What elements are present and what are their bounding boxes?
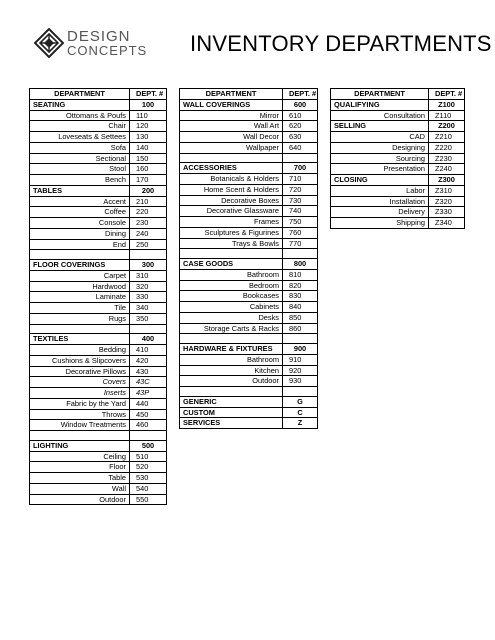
dept-number-cell: Z220 — [429, 142, 465, 153]
dept-number-cell: 730 — [283, 195, 318, 206]
department-cell: Carpet — [30, 270, 130, 281]
table-row — [180, 195, 318, 206]
table-row — [30, 313, 167, 324]
table-row — [331, 153, 465, 164]
table-row — [30, 409, 167, 420]
departments-table-2 — [179, 88, 318, 429]
dept-number-cell: 600 — [283, 99, 318, 110]
table-row — [180, 269, 318, 280]
dept-number-cell: C — [283, 407, 318, 418]
dept-number-cell — [283, 153, 318, 163]
dept-number-cell: Z100 — [429, 99, 465, 110]
table-row — [331, 185, 465, 196]
dept-number-cell: 220 — [130, 207, 167, 218]
table-row — [180, 227, 318, 238]
department-cell: Home Scent & Holders — [180, 184, 283, 195]
department-cell: Storage Carts & Racks — [180, 323, 283, 334]
department-cell: GENERIC — [180, 396, 283, 407]
department-cell: Wallpaper — [180, 142, 283, 153]
department-cell: Decorative Boxes — [180, 195, 283, 206]
dept-number-cell: 230 — [130, 218, 167, 229]
dept-number-header: DEPT. # — [130, 89, 167, 100]
table-row — [30, 292, 167, 303]
department-cell: Outdoor — [180, 376, 283, 387]
department-cell: Bathroom — [180, 269, 283, 280]
table-row — [180, 238, 318, 249]
dept-number-cell: Z230 — [429, 153, 465, 164]
table-row — [331, 164, 465, 175]
department-cell: Sectional — [30, 153, 130, 164]
department-cell: CUSTOM — [180, 407, 283, 418]
table-row — [180, 132, 318, 143]
dept-number-cell: G — [283, 396, 318, 407]
department-cell: Botanicals & Holders — [180, 174, 283, 185]
dept-number-cell: 320 — [130, 281, 167, 292]
department-cell: Window Treatments — [30, 420, 130, 431]
table-row — [30, 451, 167, 462]
dept-number-cell: 350 — [130, 313, 167, 324]
dept-number-cell: 830 — [283, 291, 318, 302]
dept-number-cell: Z310 — [429, 185, 465, 196]
table-row — [30, 270, 167, 281]
department-cell: SELLING — [331, 121, 429, 132]
table-row — [30, 207, 167, 218]
dept-number-cell: 510 — [130, 451, 167, 462]
department-header: DEPARTMENT — [180, 89, 283, 100]
dept-number-cell: 200 — [130, 185, 167, 196]
dept-number-cell: 310 — [130, 270, 167, 281]
table-header-row — [30, 89, 167, 100]
dept-number-cell: 170 — [130, 175, 167, 186]
department-cell: Loveseats & Settees — [30, 132, 130, 143]
dept-number-cell: 920 — [283, 365, 318, 376]
category-row — [180, 396, 318, 407]
department-cell: Frames — [180, 217, 283, 228]
dept-number-cell: Z — [283, 418, 318, 429]
table-row — [30, 473, 167, 484]
table-row — [180, 365, 318, 376]
dept-number-cell — [130, 324, 167, 334]
department-cell: CASE GOODS — [180, 259, 283, 270]
department-cell: Accent — [30, 196, 130, 207]
department-cell: CLOSING — [331, 175, 429, 186]
dept-number-cell: Z300 — [429, 175, 465, 186]
dept-number-cell: 420 — [130, 355, 167, 366]
category-row — [180, 344, 318, 355]
department-cell: Kitchen — [180, 365, 283, 376]
table-row — [30, 121, 167, 132]
department-cell: Bench — [30, 175, 130, 186]
dept-number-cell: 110 — [130, 110, 167, 121]
dept-number-cell: 500 — [130, 440, 167, 451]
department-cell: Ottomans & Poufs — [30, 110, 130, 121]
department-cell: Bathroom — [180, 354, 283, 365]
category-row — [331, 121, 465, 132]
dept-number-cell: 520 — [130, 462, 167, 473]
dept-number-cell: 810 — [283, 269, 318, 280]
dept-number-cell — [130, 250, 167, 260]
table-row — [331, 132, 465, 143]
department-cell: ACCESSORIES — [180, 163, 283, 174]
dept-number-cell: 760 — [283, 227, 318, 238]
dept-number-cell: 140 — [130, 142, 167, 153]
department-cell: SEATING — [30, 99, 130, 110]
table-row — [180, 206, 318, 217]
dept-number-header: DEPT. # — [429, 89, 465, 100]
department-cell: CAD — [331, 132, 429, 143]
department-cell — [30, 324, 130, 334]
department-cell: WALL COVERINGS — [180, 99, 283, 110]
table-row — [331, 218, 465, 229]
department-cell: Throws — [30, 409, 130, 420]
table-row — [180, 354, 318, 365]
dept-number-cell: 130 — [130, 132, 167, 143]
table-header-row — [331, 89, 465, 100]
dept-number-cell: 630 — [283, 132, 318, 143]
dept-number-cell: 620 — [283, 121, 318, 132]
department-cell: SERVICES — [180, 418, 283, 429]
table-row — [180, 110, 318, 121]
dept-number-cell: 160 — [130, 164, 167, 175]
table-row — [180, 312, 318, 323]
table-row — [331, 207, 465, 218]
table-row — [30, 483, 167, 494]
table-row — [30, 303, 167, 314]
dept-number-cell: 720 — [283, 184, 318, 195]
dept-number-cell: Z330 — [429, 207, 465, 218]
department-cell: TABLES — [30, 185, 130, 196]
dept-number-cell: 430 — [130, 366, 167, 377]
department-cell: Covers — [30, 377, 130, 388]
logo-word-design: DESIGN — [67, 28, 131, 45]
category-row — [180, 163, 318, 174]
department-cell: Chair — [30, 121, 130, 132]
dept-number-cell: 700 — [283, 163, 318, 174]
table-row — [30, 345, 167, 356]
table-row — [180, 302, 318, 313]
department-cell: FLOOR COVERINGS — [30, 260, 130, 271]
department-cell: Trays & Bowls — [180, 238, 283, 249]
table-row — [180, 174, 318, 185]
table-row — [30, 377, 167, 388]
dept-number-cell: 100 — [130, 99, 167, 110]
category-row — [180, 407, 318, 418]
dept-number-cell — [283, 249, 318, 259]
dept-number-cell: 340 — [130, 303, 167, 314]
department-cell: Sofa — [30, 142, 130, 153]
department-cell: Wall Decor — [180, 132, 283, 143]
table-row — [180, 121, 318, 132]
dept-number-cell: 740 — [283, 206, 318, 217]
department-cell: Sculptures & Figurines — [180, 227, 283, 238]
dept-number-cell: 43C — [130, 377, 167, 388]
blank-row — [30, 250, 167, 260]
department-cell: Labor — [331, 185, 429, 196]
dept-number-cell: Z240 — [429, 164, 465, 175]
department-cell: End — [30, 239, 130, 250]
dept-number-cell: 450 — [130, 409, 167, 420]
department-cell: Desks — [180, 312, 283, 323]
department-header: DEPARTMENT — [30, 89, 130, 100]
dept-number-cell: 640 — [283, 142, 318, 153]
table-row — [331, 142, 465, 153]
department-cell: Rugs — [30, 313, 130, 324]
department-cell: Decorative Pillows — [30, 366, 130, 377]
department-cell: Designing — [331, 142, 429, 153]
dept-number-cell: 43P — [130, 388, 167, 399]
department-cell: Installation — [331, 196, 429, 207]
category-row — [30, 185, 167, 196]
dept-number-cell: 540 — [130, 483, 167, 494]
department-cell: Stool — [30, 164, 130, 175]
department-cell: Fabric by the Yard — [30, 398, 130, 409]
dept-number-cell: 820 — [283, 280, 318, 291]
dept-number-cell — [283, 387, 318, 397]
category-row — [30, 99, 167, 110]
department-cell: Bedroom — [180, 280, 283, 291]
dept-number-cell: 330 — [130, 292, 167, 303]
dept-number-cell: 250 — [130, 239, 167, 250]
department-cell: Wall — [30, 483, 130, 494]
department-cell: Cabinets — [180, 302, 283, 313]
dept-number-cell: Z200 — [429, 121, 465, 132]
category-row — [180, 99, 318, 110]
dept-number-cell: 300 — [130, 260, 167, 271]
blank-row — [180, 153, 318, 163]
dept-number-cell: 120 — [130, 121, 167, 132]
department-cell: Consultation — [331, 110, 429, 121]
table-row — [30, 218, 167, 229]
table-row — [30, 355, 167, 366]
department-header: DEPARTMENT — [331, 89, 429, 100]
logo-word-concepts: CONCEPTS — [67, 43, 148, 58]
blank-row — [30, 324, 167, 334]
category-row — [30, 260, 167, 271]
diamond-logo-icon — [34, 28, 64, 58]
dept-number-cell: 150 — [130, 153, 167, 164]
department-cell: Tile — [30, 303, 130, 314]
table-row — [30, 164, 167, 175]
department-cell: Mirror — [180, 110, 283, 121]
table-row — [30, 388, 167, 399]
table-row — [331, 110, 465, 121]
department-cell: Outdoor — [30, 494, 130, 505]
department-cell: Cushions & Slipcovers — [30, 355, 130, 366]
dept-number-cell: 460 — [130, 420, 167, 431]
department-cell: Presentation — [331, 164, 429, 175]
dept-number-cell: 840 — [283, 302, 318, 313]
dept-number-cell: Z320 — [429, 196, 465, 207]
category-row — [30, 334, 167, 345]
department-cell: Delivery — [331, 207, 429, 218]
department-cell — [180, 153, 283, 163]
department-cell: Bookcases — [180, 291, 283, 302]
blank-row — [180, 334, 318, 344]
table-row — [30, 175, 167, 186]
table-row — [180, 142, 318, 153]
category-row — [331, 99, 465, 110]
blank-row — [180, 387, 318, 397]
dept-number-cell: 550 — [130, 494, 167, 505]
dept-number-header: DEPT. # — [283, 89, 318, 100]
category-row — [30, 440, 167, 451]
department-cell: Bedding — [30, 345, 130, 356]
dept-number-cell: Z340 — [429, 218, 465, 229]
department-cell: HARDWARE & FIXTURES — [180, 344, 283, 355]
department-cell: Laminate — [30, 292, 130, 303]
department-cell: Shipping — [331, 218, 429, 229]
table-row — [180, 217, 318, 228]
dept-number-cell: 240 — [130, 228, 167, 239]
table-row — [180, 323, 318, 334]
logo — [34, 28, 148, 58]
dept-number-cell: Z110 — [429, 110, 465, 121]
dept-number-cell: 530 — [130, 473, 167, 484]
department-cell: Inserts — [30, 388, 130, 399]
departments-table-3 — [330, 88, 465, 229]
table-header-row — [180, 89, 318, 100]
dept-number-cell: 900 — [283, 344, 318, 355]
department-cell — [30, 431, 130, 441]
table-row — [180, 280, 318, 291]
dept-number-cell: 750 — [283, 217, 318, 228]
dept-number-cell: 440 — [130, 398, 167, 409]
departments-table-1 — [29, 88, 167, 505]
department-cell: Sourcing — [331, 153, 429, 164]
table-row — [30, 420, 167, 431]
dept-number-cell: 210 — [130, 196, 167, 207]
dept-number-cell: 910 — [283, 354, 318, 365]
department-cell: Wall Art — [180, 121, 283, 132]
dept-number-cell: 410 — [130, 345, 167, 356]
blank-row — [180, 249, 318, 259]
table-row — [30, 239, 167, 250]
department-cell: Console — [30, 218, 130, 229]
department-cell: LIGHTING — [30, 440, 130, 451]
table-row — [180, 291, 318, 302]
table-row — [30, 398, 167, 409]
table-row — [30, 132, 167, 143]
department-cell — [180, 334, 283, 344]
dept-number-cell: Z210 — [429, 132, 465, 143]
page-title: INVENTORY DEPARTMENTS — [190, 31, 492, 56]
table-row — [30, 462, 167, 473]
table-row — [331, 196, 465, 207]
table-row — [30, 196, 167, 207]
department-cell: Coffee — [30, 207, 130, 218]
dept-number-cell: 610 — [283, 110, 318, 121]
table-row — [180, 376, 318, 387]
dept-number-cell: 850 — [283, 312, 318, 323]
department-cell — [180, 387, 283, 397]
department-cell: QUALIFYING — [331, 99, 429, 110]
table-row — [30, 494, 167, 505]
department-cell: Table — [30, 473, 130, 484]
table-row — [180, 184, 318, 195]
dept-number-cell: 860 — [283, 323, 318, 334]
category-row — [180, 259, 318, 270]
category-row — [180, 418, 318, 429]
table-row — [30, 366, 167, 377]
category-row — [331, 175, 465, 186]
department-cell: Decorative Glassware — [180, 206, 283, 217]
table-row — [30, 228, 167, 239]
department-cell — [180, 249, 283, 259]
dept-number-cell: 400 — [130, 334, 167, 345]
department-cell: TEXTILES — [30, 334, 130, 345]
dept-number-cell — [130, 431, 167, 441]
table-row — [30, 110, 167, 121]
table-row — [30, 281, 167, 292]
dept-number-cell: 710 — [283, 174, 318, 185]
department-cell: Hardwood — [30, 281, 130, 292]
dept-number-cell: 930 — [283, 376, 318, 387]
dept-number-cell: 800 — [283, 259, 318, 270]
department-cell — [30, 250, 130, 260]
table-row — [30, 142, 167, 153]
department-cell: Ceiling — [30, 451, 130, 462]
dept-number-cell: 770 — [283, 238, 318, 249]
dept-number-cell — [283, 334, 318, 344]
department-cell: Dining — [30, 228, 130, 239]
blank-row — [30, 431, 167, 441]
table-row — [30, 153, 167, 164]
department-cell: Floor — [30, 462, 130, 473]
